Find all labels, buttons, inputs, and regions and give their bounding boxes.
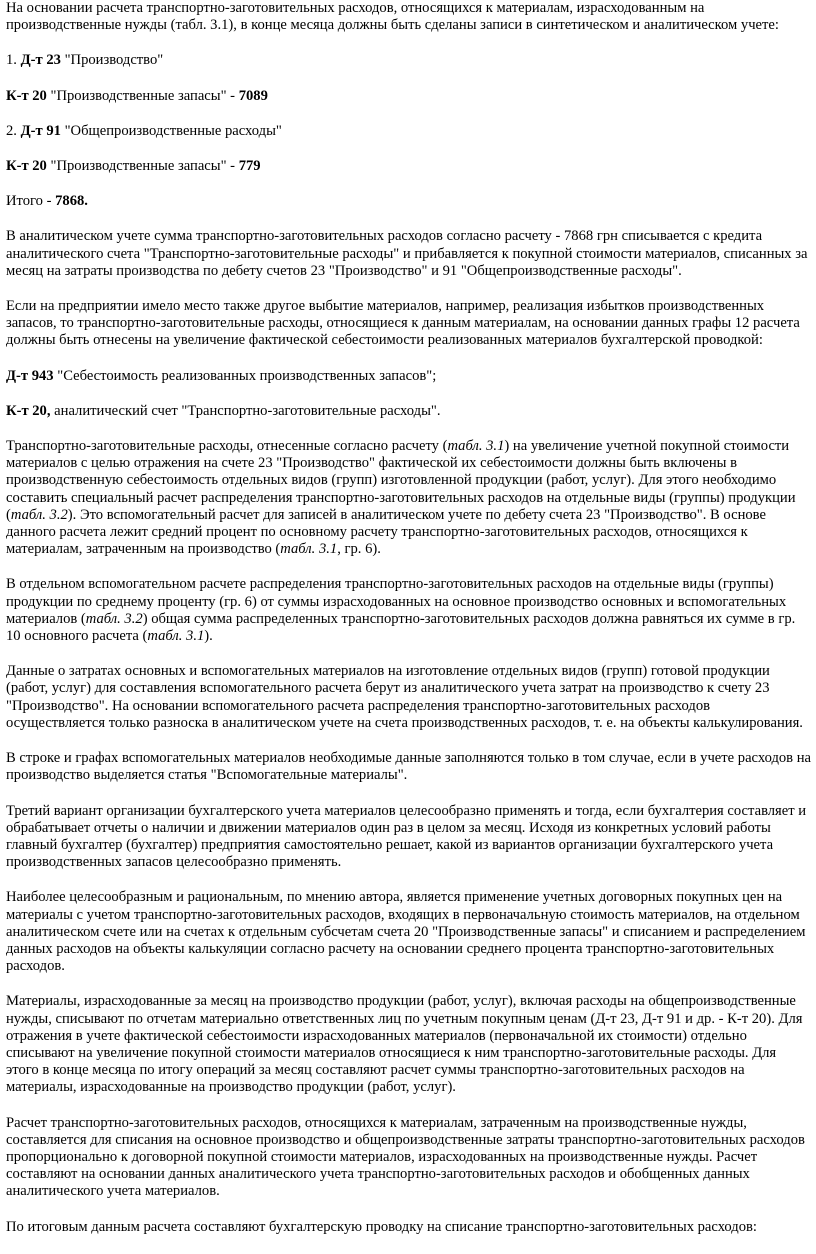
paragraph-calc-purpose: Расчет транспортно-заготовительных расходов, относящихся к материалам, затраченным на производственные нужды, составляется для списания на основное производство и общепроизводственные затраты транспортно-заготовительных расходов пропорционально к договорной покупной стоимости материалов, израсходованных на производственные нужды. Расчет составляют на основании данных аналитического учета транспортно-заготовительных расходов и обобщенных данных аналитического учета материалов.: [6, 1114, 805, 1200]
entry-debit-91: [6, 123, 812, 140]
total-amount: 7868.: [55, 193, 88, 210]
account-name: "Себестоимость реализованных производственных запасов";: [53, 367, 437, 384]
entry-total: [6, 193, 812, 210]
table-ref: табл. 3.1: [147, 628, 205, 645]
table-ref: табл. 3.2: [10, 506, 68, 523]
account-code: К-т 20,: [6, 402, 51, 419]
entry-number: 2.: [6, 122, 17, 139]
account-name: "Производство": [60, 52, 164, 69]
entry-debit-23: [6, 52, 812, 69]
paragraph-distribution: Транспортно-заготовительные расходы, отнесенные согласно расчету (табл. 3.1) на увеличение учетной покупной стоимости материалов с целью отражения на счете 23 "Производство" фактической их себестоимости должны быть включены в производственную себестоимость отдельных видов (групп) изготовленной продукции (работ, услуг). Для этого необходимо составить специальный расчет распределения транспортно-заготовительных расходов на отдельные виды (группы) продукции (табл. 3.2). Это вспомогательный расчет для записей в аналитическом учете по дебету счета 23 "Производство". В основе данного расчета лежит средний процент по основному расчету транспортно-заготовительных расходов, относящихся к материалам, затраченным на производство (табл. 3.1, гр. 6).: [6, 438, 796, 558]
account-name: "Производственные запасы" -: [46, 158, 239, 175]
paragraph-intro: На основании расчета транспортно-заготовительных расходов, относящихся к материалам, израсходованным на производственные нужды (табл. 3.1), в конце месяца должны быть сделаны записи в синтетическом и аналитическом учете:: [6, 0, 779, 34]
table-ref: табл. 3.2: [85, 610, 143, 627]
account-code: Д-т 943: [6, 367, 54, 384]
total-label: Итого -: [6, 193, 56, 210]
paragraph-auxiliary-calc: В отдельном вспомогательном расчете распределения транспортно-заготовительных расходов на отдельные виды (группы) продукции по среднему проценту (гр. 6) от суммы израсходованных на основное производство основных и вспомогательных материалов (табл. 3.2) общая сумма распределенных транспортно-заготовительных расходов должна равняться их сумме в гр. 10 основного расчета (табл. 3.1).: [6, 576, 796, 645]
entry-number: 1.: [6, 52, 17, 69]
account-code: Д-т 91: [20, 122, 61, 139]
entry-amount: 7089: [238, 87, 268, 104]
paragraph-final-entry: По итоговым данным расчета составляют бухгалтерскую проводку на списание транспортно-заготовительных расходов:: [6, 1218, 757, 1235]
entry-amount: 779: [238, 158, 261, 175]
paragraph-third-variant: Третий вариант организации бухгалтерского учета материалов целесообразно применять и тогда, если бухгалтерия составляет и обрабатывает отчеты о наличии и движении материалов один раз в целом за месяц. Исходя из конкретных условий работы главный бухгалтер (бухгалтер) предприятия самостоятельно решает, какой из вариантов организации бухгалтерского учета производственных запасов целесообразно применять.: [6, 802, 807, 871]
account-name: аналитический счет "Транспортно-заготовительные расходы".: [50, 402, 441, 419]
table-ref: табл. 3.1: [447, 438, 505, 455]
paragraph-author-opinion: Наиболее целесообразным и рациональным, по мнению автора, является применение учетных договорных покупных цен на материалы с учетом транспортно-заготовительных расходов, входящих в первоначальную стоимость материалов, на отдельном аналитическом счете или на счетах к отдельным субсчетам счета 20 "Производственные запасы" и списанием и распределением данных расходов на объекты калькуляции согласно расчету на основании среднего процента транспортно-заготовительных расходов.: [6, 889, 806, 975]
paragraph-analytic-writeoff: В аналитическом учете сумма транспортно-заготовительных расходов согласно расчету - 7868 грн списывается с кредита аналитического счета "Транспортно-заготовительные расходы" и прибавляется к покупной стоимости материалов, списанных за месяц на затраты производства по дебету счетов 23 "Производство" и 91 "Общепроизводственные расходы".: [6, 228, 808, 279]
entry-credit-20-analytic: [6, 403, 812, 420]
account-code: К-т 20: [6, 87, 47, 104]
paragraph-auxiliary-materials: В строке и графах вспомогательных материалов необходимые данные заполняются только в том случае, если в учете расходов на производство выделяется статья "Вспомогательные материалы".: [6, 750, 811, 784]
paragraph-cost-data: Данные о затратах основных и вспомогательных материалов на изготовление отдельных видов (групп) готовой продукции (работ, услуг) для составления вспомогательного расчета берут из аналитического учета затрат на производство к счету 23 "Производство". На основании вспомогательного расчета распределения транспортно-заготовительных расходов осуществляется только разноска в аналитическом учете на счета производственных расходов, т. е. на объекты калькулирования.: [6, 663, 803, 731]
paragraph-monthly-materials: Материалы, израсходованные за месяц на производство продукции (работ, услуг), включая расходы на общепроизводственные нужды, списывают по отчетам материально ответственных лиц по учетным покупным ценам (Д-т 23, Д-т 91 и др. - К-т 20). Для отражения в учете фактической себестоимости израсходованных материалов (первоначальной их стоимости) отдельно списывают на увеличение покупной стоимости материалов относящиеся к ним транспортно-заготовительные расходы. Для этого в конце месяца по итогу операций за месяц составляют расчет суммы транспортно-заготовительных расходов на материалы, израсходованные на производство продукции (работ, услуг).: [6, 993, 803, 1096]
account-name: "Общепроизводственные расходы": [60, 122, 282, 139]
table-ref: табл. 3.1: [280, 541, 338, 558]
account-name: "Производственные запасы" -: [46, 87, 239, 104]
entry-credit-20-779: [6, 158, 812, 175]
entry-credit-20-7089: [6, 88, 812, 105]
account-code: К-т 20: [6, 158, 47, 175]
paragraph-other-disposal: Если на предприятии имело место также другое выбытие материалов, например, реализация избытков производственных запасов, то транспортно-заготовительные расходы, относящиеся к данным материалам, на основании данных графы 12 расчета должны быть отнесены на увеличение фактической себестоимости реализованных материалов бухгалтерской проводкой:: [6, 298, 800, 349]
entry-debit-943: [6, 368, 812, 385]
account-code: Д-т 23: [20, 52, 61, 69]
